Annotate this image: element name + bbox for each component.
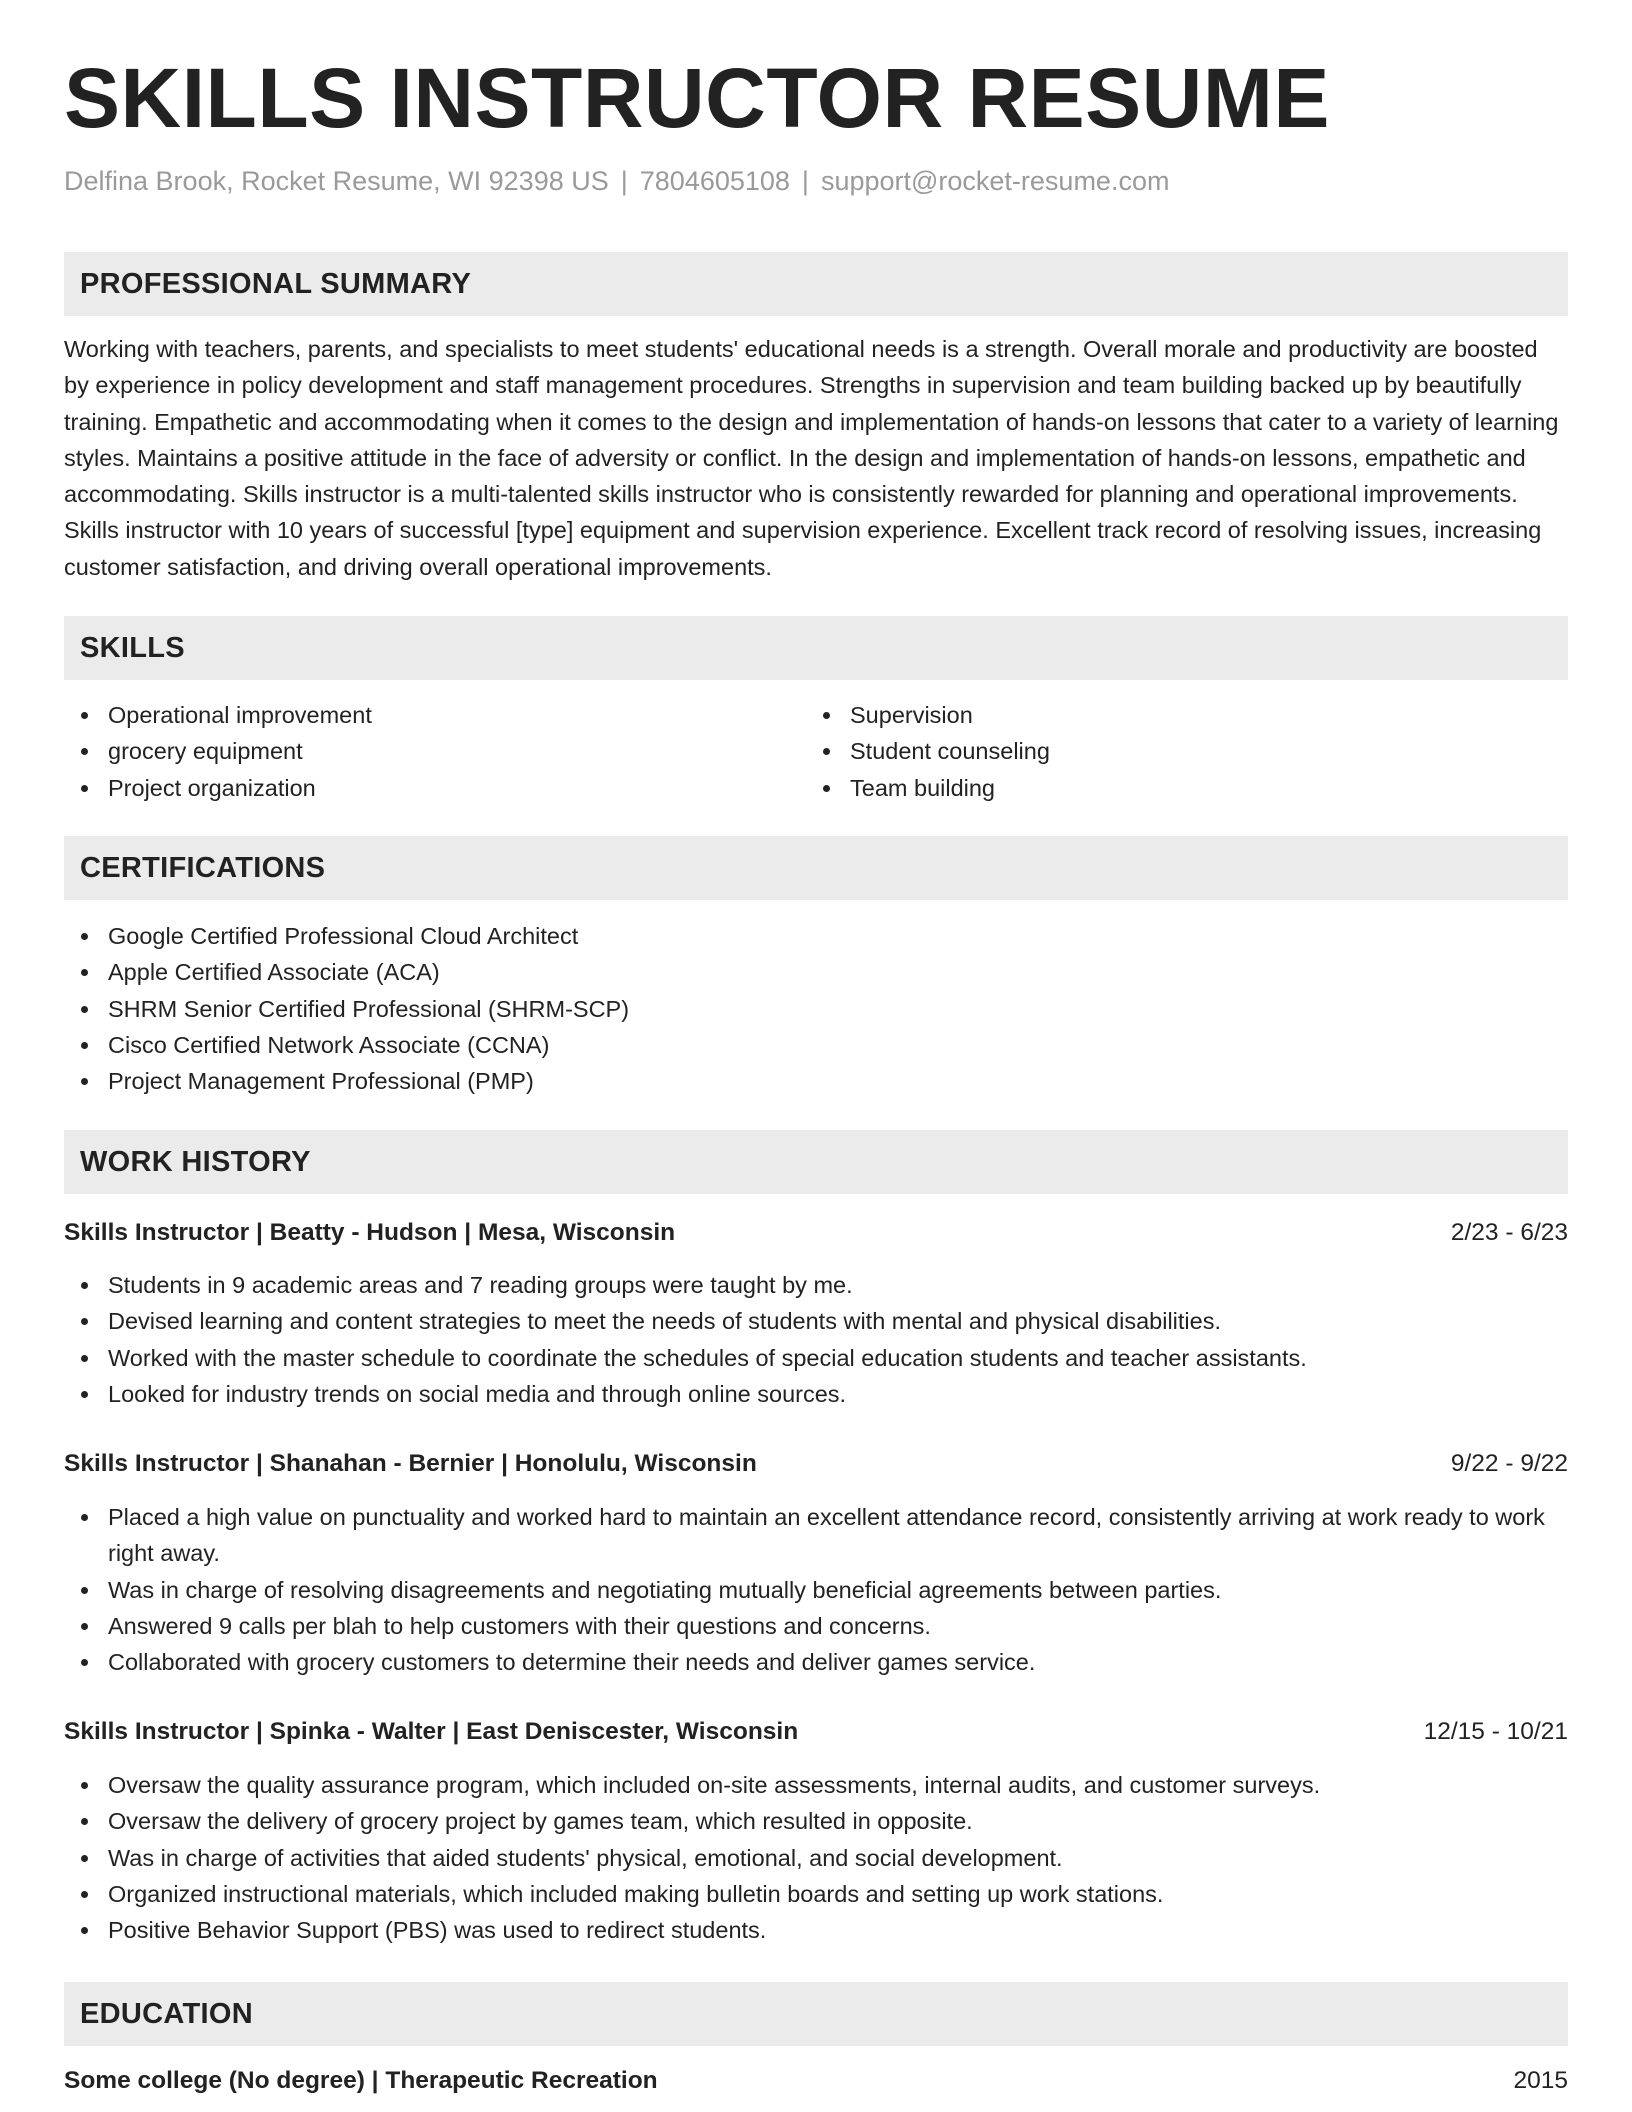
job-dates: 2/23 - 6/23 — [1450, 1219, 1568, 1246]
job-title: Skills Instructor | Beatty - Hudson | Mesa, Wisconsin — [64, 1219, 676, 1246]
section-heading: SKILLS — [80, 631, 185, 664]
job-bullets — [64, 1767, 1568, 1948]
section-heading: EDUCATION — [80, 1997, 253, 2030]
certification-item: SHRM Senior Certified Professional (SHRM-SCP) — [64, 991, 1568, 1027]
job-bullet: Placed a high value on punctuality and worked hard to maintain an excellent attendance record, consistently arriving at work ready to work right away. — [64, 1499, 1568, 1572]
job-bullet: Oversaw the quality assurance program, which included on-site assessments, internal audits, and customer surveys. — [64, 1767, 1568, 1803]
job-dates: 9/22 - 9/22 — [1450, 1450, 1568, 1477]
skills-list-right — [806, 697, 1546, 806]
section-header-skills — [64, 616, 1568, 680]
contact-address: Delfina Brook, Rocket Resume, WI 92398 US — [64, 166, 609, 196]
certification-item: Apple Certified Associate (ACA) — [64, 954, 1568, 990]
job-title: Skills Instructor | Shanahan - Bernier | Honolulu, Wisconsin — [64, 1450, 757, 1477]
summary-text: Working with teachers, parents, and specialists to meet students' educational needs is a strength. Overall morale and productivity are boosted by experience in policy development and staff management procedures. Strengths in supervision and team building backed up by beautifully training. Empathetic and accommodating when it comes to the design and implementation of hands-on lessons that cater to a variety of learning styles. Maintains a positive attitude in the face of adversity or conflict. In the design and implementation of hands-on lessons, empathetic and accommodating. Skills instructor is a multi-talented skills instructor who is consistently rewarded for planning and operational improvements. Skills instructor with 10 years of successful [type] equipment and supervision experience. Excellent track record of resolving issues, increasing customer satisfaction, and driving overall operational improvements. — [64, 336, 1559, 580]
job-bullet: Was in charge of activities that aided students' physical, emotional, and social development. — [64, 1840, 1568, 1876]
job-bullet: Positive Behavior Support (PBS) was used to redirect students. — [64, 1912, 1568, 1948]
contact-phone: 7804605108 — [639, 166, 790, 196]
section-heading: CERTIFICATIONS — [80, 851, 326, 884]
section-header-summary — [64, 252, 1568, 316]
contact-separator: | — [801, 166, 809, 196]
job-bullets — [64, 1499, 1568, 1680]
skills-list-left — [64, 697, 804, 806]
section-header-certifications — [64, 836, 1568, 900]
contact-line — [64, 168, 1169, 195]
section-header-work-history — [64, 1130, 1568, 1194]
job-bullet: Devised learning and content strategies to meet the needs of students with mental and physical disabilities. — [64, 1303, 1568, 1339]
contact-separator: | — [620, 166, 628, 196]
certification-item: Cisco Certified Network Associate (CCNA) — [64, 1027, 1568, 1063]
job-bullet: Worked with the master schedule to coordinate the schedules of special education students and teacher assistants. — [64, 1340, 1568, 1376]
contact-email: support@rocket-resume.com — [820, 166, 1170, 196]
section-heading: WORK HISTORY — [80, 1145, 311, 1178]
section-heading: PROFESSIONAL SUMMARY — [80, 267, 472, 300]
certification-item: Project Management Professional (PMP) — [64, 1063, 1568, 1099]
skill-item: grocery equipment — [64, 733, 804, 769]
job-bullet: Organized instructional materials, which included making bulletin boards and setting up work stations. — [64, 1876, 1568, 1912]
resume-title: SKILLS INSTRUCTOR RESUME — [64, 51, 1330, 145]
skill-item: Team building — [806, 770, 1546, 806]
skill-item: Operational improvement — [64, 697, 804, 733]
job-bullet: Students in 9 academic areas and 7 reading groups were taught by me. — [64, 1267, 1568, 1303]
job-bullet: Oversaw the delivery of grocery project by games team, which resulted in opposite. — [64, 1803, 1568, 1839]
job-dates: 12/15 - 10/21 — [1423, 1718, 1568, 1745]
job-bullet: Looked for industry trends on social media and through online sources. — [64, 1376, 1568, 1412]
education-year: 2015 — [1513, 2067, 1568, 2094]
job-bullets — [64, 1267, 1568, 1412]
education-title: Some college (No degree) | Therapeutic Recreation — [64, 2067, 658, 2094]
certifications-list — [64, 918, 1568, 1099]
job-title: Skills Instructor | Spinka - Walter | East Deniscester, Wisconsin — [64, 1718, 799, 1745]
section-header-education — [64, 1982, 1568, 2046]
skill-item: Student counseling — [806, 733, 1546, 769]
job-bullet: Was in charge of resolving disagreements and negotiating mutually beneficial agreements between parties. — [64, 1572, 1568, 1608]
certification-item: Google Certified Professional Cloud Architect — [64, 918, 1568, 954]
job-bullet: Collaborated with grocery customers to determine their needs and deliver games service. — [64, 1644, 1568, 1680]
skill-item: Supervision — [806, 697, 1546, 733]
job-bullet: Answered 9 calls per blah to help customers with their questions and concerns. — [64, 1608, 1568, 1644]
skill-item: Project organization — [64, 770, 804, 806]
